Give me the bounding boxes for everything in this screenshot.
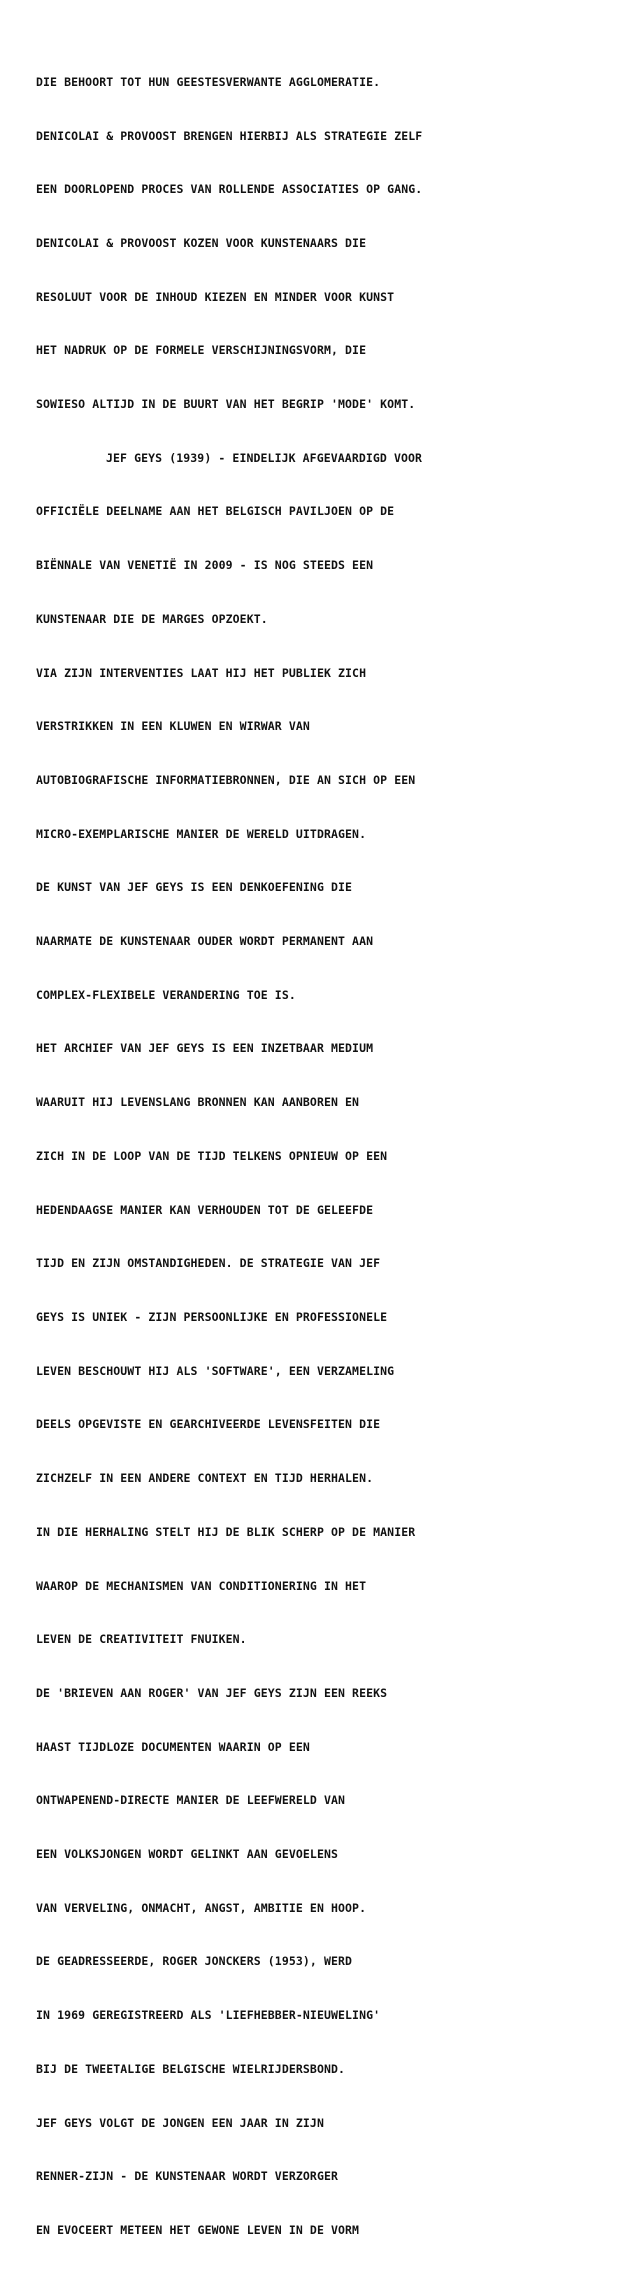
text-line: KUNSTENAAR DIE DE MARGES OPZOEKT. xyxy=(36,611,268,626)
text-line: WAARUIT HIJ LEVENSLANG BRONNEN KAN AANBOREN EN xyxy=(36,1095,360,1110)
text-line: LEVEN DE CREATIVITEIT FNUIKEN. xyxy=(36,1632,247,1647)
text-line: EN EVOCEERT METEEN HET GEWONE LEVEN IN DE VORM xyxy=(36,2222,360,2237)
text-line: HAAST TIJDLOZE DOCUMENTEN WAARIN OP EEN xyxy=(36,1739,310,1754)
text-line: GEYS IS UNIEK - ZIJN PERSOONLIJKE EN PROFESSIONELE xyxy=(36,1309,388,1324)
text-line: HET NADRUK OP DE FORMELE VERSCHIJNINGSVORM, DIE xyxy=(36,343,367,358)
text-line: COMPLEX-FLEXIBELE VERANDERING TOE IS. xyxy=(36,987,296,1002)
text-line: HET ARCHIEF VAN JEF GEYS IS EEN INZETBAAR MEDIUM xyxy=(36,1041,374,1056)
text-line: AUTOBIOGRAFISCHE INFORMATIEBRONNEN, DIE AN SICH OP EEN xyxy=(36,772,416,787)
text-line: MICRO-EXEMPLARISCHE MANIER DE WERELD UITDRAGEN. xyxy=(36,826,367,841)
text-line: EEN VOLKSJONGEN WORDT GELINKT AAN GEVOELENS xyxy=(36,1847,339,1862)
text-line: DE KUNST VAN JEF GEYS IS EEN DENKOEFENING DIE xyxy=(36,880,353,895)
text-line: VAN VERVELING, ONMACHT, ANGST, AMBITIE EN HOOP. xyxy=(36,1900,367,1915)
handwritten-text-block xyxy=(36,38,596,2276)
text-line: JEF GEYS VOLGT DE JONGEN EEN JAAR IN ZIJN xyxy=(36,2115,324,2130)
text-line: NAARMATE DE KUNSTENAAR OUDER WORDT PERMANENT AAN xyxy=(36,934,374,949)
text-line: VERSTRIKKEN IN EEN KLUWEN EN WIRWAR VAN xyxy=(36,719,310,734)
text-line: DE GEADRESSEERDE, ROGER JONCKERS (1953), WERD xyxy=(36,1954,353,1969)
text-line: BIËNNALE VAN VENETIË IN 2009 - IS NOG STEEDS EEN xyxy=(36,558,374,573)
text-line: OFFICIËLE DEELNAME AAN HET BELGISCH PAVILJOEN OP DE xyxy=(36,504,395,519)
text-line: ZICHZELF IN EEN ANDERE CONTEXT EN TIJD HERHALEN. xyxy=(36,1471,374,1486)
text-line: EEN DOORLOPEND PROCES VAN ROLLENDE ASSOCIATIES OP GANG. xyxy=(36,182,423,197)
text-line: RENNER-ZIJN - DE KUNSTENAAR WORDT VERZORGER xyxy=(36,2169,339,2184)
text-line: SOWIESO ALTIJD IN DE BUURT VAN HET BEGRIP 'MODE' KOMT. xyxy=(36,397,416,412)
text-line: IN DIE HERHALING STELT HIJ DE BLIK SCHERP OP DE MANIER xyxy=(36,1524,416,1539)
text-line-indented: JEF GEYS (1939) - EINDELIJK AFGEVAARDIGD VOOR xyxy=(106,450,423,465)
text-line: BIJ DE TWEETALIGE BELGISCHE WIELRIJDERSBOND. xyxy=(36,2061,346,2076)
text-line: DIE BEHOORT TOT HUN GEESTESVERWANTE AGGLOMERATIE. xyxy=(36,74,381,89)
text-line: DEELS OPGEVISTE EN GEARCHIVEERDE LEVENSFEITEN DIE xyxy=(36,1417,381,1432)
text-line: IN 1969 GEREGISTREERD ALS 'LIEFHEBBER-NIEUWELING' xyxy=(36,2008,381,2023)
text-line: DE 'BRIEVEN AAN ROGER' VAN JEF GEYS ZIJN EEN REEKS xyxy=(36,1685,388,1700)
text-line: RESOLUUT VOOR DE INHOUD KIEZEN EN MINDER VOOR KUNST xyxy=(36,289,395,304)
text-line: TIJD EN ZIJN OMSTANDIGHEDEN. DE STRATEGIE VAN JEF xyxy=(36,1256,381,1271)
text-line: VIA ZIJN INTERVENTIES LAAT HIJ HET PUBLIEK ZICH xyxy=(36,665,367,680)
text-line: HEDENDAAGSE MANIER KAN VERHOUDEN TOT DE GELEEFDE xyxy=(36,1202,374,1217)
text-line: DENICOLAI & PROVOOST KOZEN VOOR KUNSTENAARS DIE xyxy=(36,235,367,250)
text-line: ONTWAPENEND-DIRECTE MANIER DE LEEFWERELD VAN xyxy=(36,1793,346,1808)
text-line: DENICOLAI & PROVOOST BRENGEN HIERBIJ ALS STRATEGIE ZELF xyxy=(36,128,423,143)
text-line: ZICH IN DE LOOP VAN DE TIJD TELKENS OPNIEUW OP EEN xyxy=(36,1148,388,1163)
text-line: WAAROP DE MECHANISMEN VAN CONDITIONERING IN HET xyxy=(36,1578,367,1593)
text-line: LEVEN BESCHOUWT HIJ ALS 'SOFTWARE', EEN VERZAMELING xyxy=(36,1363,395,1378)
